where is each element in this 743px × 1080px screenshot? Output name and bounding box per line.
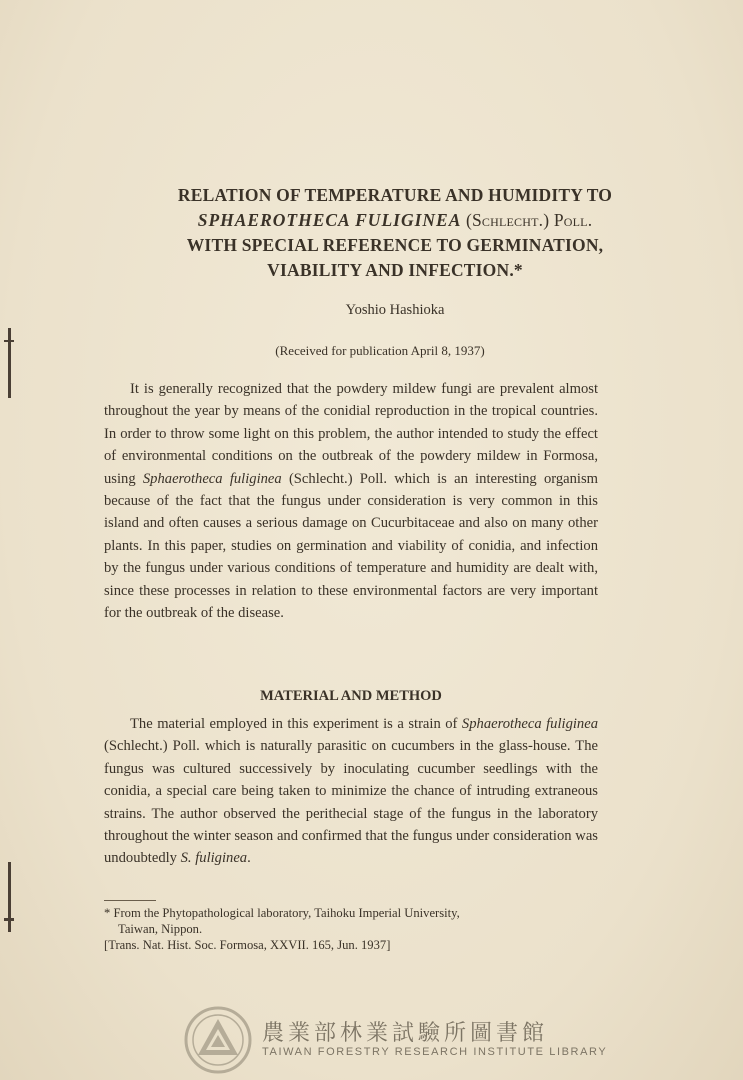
- method-text-a: The material employed in this experiment is a strain of: [130, 716, 462, 732]
- received-date: (Received for publication April 8, 1937): [275, 343, 485, 358]
- section-heading: MATERIAL AND METHOD: [260, 688, 442, 704]
- title-species: SPHAEROTHECA FULIGINEA: [197, 210, 462, 230]
- footnote-line-2: Taiwan, Nippon.: [118, 922, 203, 936]
- method-species: Sphaerotheca fuliginea: [461, 716, 599, 732]
- footnote-rule: [104, 900, 156, 901]
- library-name-chinese: 農業部林業試驗所圖書館: [262, 1021, 549, 1046]
- footnote-citation: [Trans. Nat. Hist. Soc. Formosa, XXVII. 165, Jun. 1937]: [104, 938, 391, 952]
- intro-paragraph: [104, 378, 598, 624]
- binding-mark-bottom: [8, 862, 11, 932]
- author-text: Yoshio Hashioka: [345, 302, 445, 318]
- author-name: [100, 302, 690, 319]
- method-text-b: (Schlecht.) Poll. which is naturally parasitic on cucumbers in the glass-house. The fungus was cultured successively by inoculating cucumber seedlings with the conidia, a special care being taken to minimize the chance of intruding extraneous strains. The author observed the perithecial stage of the fungus in the laboratory throughout the winter season and confirmed that the fungus under consideration was undoubtedly: [104, 738, 598, 867]
- method-paragraph: [104, 713, 598, 870]
- binding-mark-top-tick: [4, 340, 14, 342]
- binding-mark-top: [8, 328, 11, 398]
- intro-text-b: (Schlecht.) Poll. which is an interesting organism because of the fact that the fungus under consideration is very common in this island and often causes a serious damage on Cucurbitaceae and also on many other plants. In this paper, studies on germination and viability of conidia, and infection by the fungus under various conditions of temperature and humidity are dealt with, since these processes in relation to these environmental factors are very important for the outbreak of the disease.: [104, 470, 599, 622]
- title-line-3: WITH SPECIAL REFERENCE TO GERMINATION,: [186, 235, 604, 255]
- title-authority: (Schlecht.) Poll.: [465, 210, 593, 230]
- title-line-1: RELATION OF TEMPERATURE AND HUMIDITY TO: [177, 185, 613, 205]
- method-text-c: .: [247, 850, 251, 867]
- library-seal-icon: [183, 1005, 253, 1075]
- library-name-english: TAIWAN FORESTRY RESEARCH INSTITUTE LIBRARY: [262, 1046, 608, 1058]
- method-species-short: S. fuliginea: [180, 850, 248, 867]
- intro-text-a: It is generally recognized that the powdery mildew fungi are prevalent almost throughout the year by means of the conidial reproduction in the tropical countries. In order to throw some light on this problem, the author intended to study the effect of environmental conditions on the outbreak of the powdery mildew in Formosa, using: [104, 381, 598, 487]
- intro-species: Sphaerotheca fuliginea: [142, 470, 282, 487]
- title-line-4: VIABILITY AND INFECTION.*: [267, 260, 523, 280]
- footnote: [104, 905, 598, 953]
- article-title: [100, 183, 690, 283]
- binding-mark-bottom-tick: [4, 918, 14, 921]
- title-line-2: [100, 208, 690, 233]
- footnote-line-1: * From the Phytopathological laboratory, Taihoku Imperial University,: [104, 906, 460, 920]
